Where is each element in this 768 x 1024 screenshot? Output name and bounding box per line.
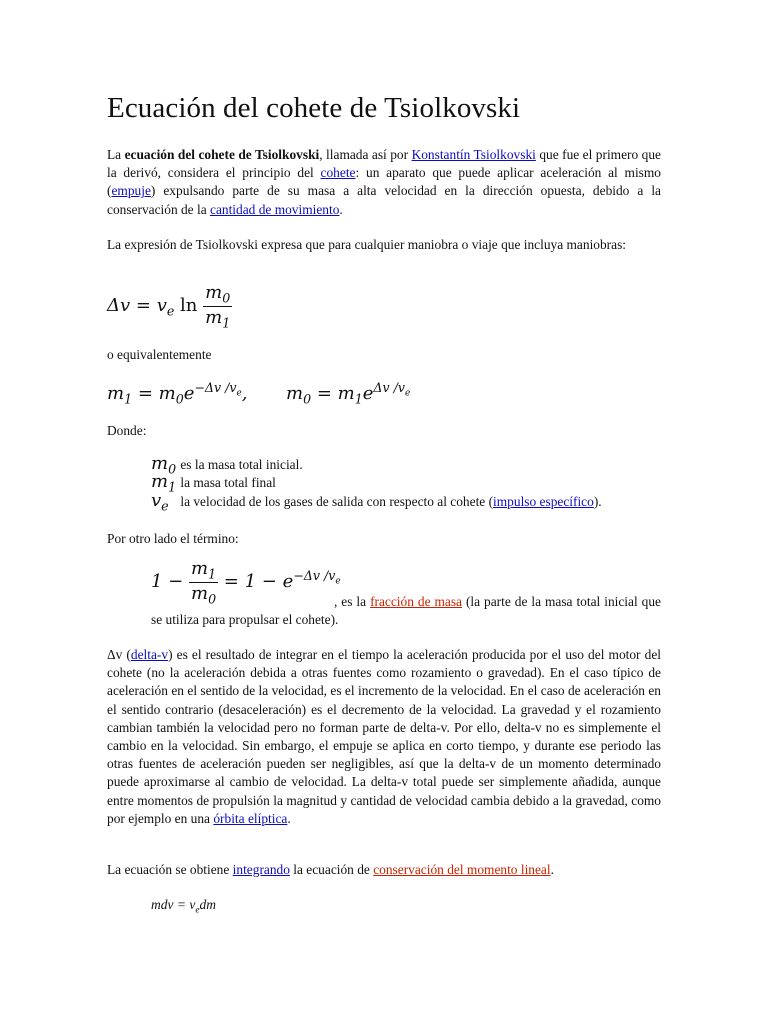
eq-text: m — [190, 558, 209, 579]
otro-lado-label: Por otro lado el término: — [107, 531, 239, 546]
eq-exponent — [194, 380, 242, 399]
eq-text: 1 − — [151, 571, 189, 593]
text: ) es el resultado de integrar en el tiempo la aceleración producida por el uso del motor del cohete (no la aceleración debida a otras fuentes como rozamiento o gravedad). En el caso típico de aceleración en el sentido de la velocidad, es el incremento de la velocidad. En el caso de aceleración en el sentido contrario (desaceleración) es el decremento de la velocidad. La gravedad y el rozamiento cambian también la velocidad pero no forman parte de delta-v. Por ello, delta-v no es simplemente el cambio en la velocidad. Sin embargo, el empuje se aplica en corto tiempo, y durante ese periodo las otras fuentes de aceleración pueden ser negligibles, así que la delta-v de un momento determinado puede aproximarse al cambio de velocidad. La delta-v total puede ser simplemente añadida, aunque entre momentos de propulsión la magnitud y cantidad de velocidad cambia debido a la gravedad, como por ejemplo en una — [107, 647, 661, 826]
text: (la parte de la masa total inicial que se utiliza para propulsar el cohete). — [151, 594, 661, 628]
eq-numerator — [189, 558, 218, 582]
eq-text: m — [205, 282, 223, 303]
text: . — [339, 201, 343, 217]
eq-text: −Δv /v — [194, 380, 237, 395]
text: la ecuación de — [289, 862, 374, 877]
expression-paragraph: La expresión de Tsiolkovski expresa que para cualquier maniobra o viaje que incluya maniobras: — [107, 237, 627, 252]
eq-sub: e — [166, 303, 175, 319]
bold-term: ecuación del cohete de Tsiolkovski — [124, 147, 320, 162]
eq-sub: e — [195, 905, 200, 916]
eq-text: m — [205, 306, 223, 328]
eq-text: m — [286, 383, 304, 404]
eq-exponent — [373, 380, 411, 399]
equation-m1 — [107, 380, 247, 407]
text: , es la — [334, 594, 371, 609]
eq-sub: 0 — [303, 391, 312, 407]
def-text: ). — [593, 494, 602, 509]
page-title: Ecuación del cohete de Tsiolkovski — [107, 92, 521, 124]
text: : un aparato que puede aplicar aceleración al mismo ( — [107, 165, 661, 199]
derivation-paragraph — [107, 861, 661, 879]
eq-text: m — [151, 471, 169, 492]
eq-denominator — [203, 306, 232, 331]
eq-sub: 0 — [175, 391, 184, 407]
eq-text: −Δv /v — [293, 568, 336, 584]
eq-ln: ln — [174, 295, 204, 317]
eq-sub: 0 — [208, 591, 217, 607]
eq-text: mdv = v — [151, 897, 196, 912]
eq-sub: 1 — [208, 566, 217, 582]
eq-sub: e — [236, 388, 242, 399]
link-orbita-eliptica[interactable]: órbita elíptica — [213, 810, 288, 826]
eq-sub: 1 — [168, 479, 177, 495]
eq-text: e — [362, 383, 374, 404]
eq-fraction — [203, 282, 232, 330]
equation-m0 — [286, 380, 410, 407]
eq-sub: e — [404, 388, 411, 399]
text: , llamada así por — [319, 147, 412, 162]
mass-fraction-paragraph — [151, 593, 661, 629]
eq-sub: 1 — [124, 391, 133, 407]
link-cantidad-de-movimiento[interactable]: cantidad de movimiento — [210, 201, 340, 217]
eq-sub: e — [335, 576, 341, 587]
eq-text: Δv = v — [107, 295, 167, 317]
eq-sub: 1 — [354, 391, 363, 407]
eq-numerator — [203, 282, 232, 306]
eq-text: , — [241, 383, 248, 404]
eq-sub: e — [161, 498, 169, 514]
eq-text: m — [151, 453, 169, 474]
link-empuje[interactable]: empuje — [111, 183, 151, 199]
eq-text: v — [151, 490, 162, 511]
eq-sub: 0 — [222, 290, 231, 306]
def-text: es la masa total inicial. — [177, 457, 303, 472]
eq-text: e — [183, 383, 195, 404]
equivalent-label: o equivalentemente — [107, 347, 212, 362]
equation-momentum — [151, 897, 216, 916]
link-konstantin-tsiolkovski[interactable]: Konstantín Tsiolkovski — [411, 147, 536, 162]
eq-text: Δv /v — [373, 380, 405, 395]
text: ) expulsando parte de su masa a alta velocidad en la dirección opuesta, debido a la conservación de la — [107, 183, 661, 217]
link-fraccion-de-masa[interactable]: fracción de masa — [370, 594, 462, 609]
text: . — [287, 810, 291, 826]
link-cohete[interactable]: cohete — [320, 165, 356, 181]
equation-delta-v — [107, 282, 232, 330]
link-integrando[interactable]: integrando — [232, 862, 290, 877]
text: Δv ( — [107, 647, 131, 662]
text: . — [550, 862, 554, 877]
text: que fue el primero que la derivó, considera el principio del — [107, 147, 661, 181]
eq-sub: 0 — [168, 461, 177, 477]
eq-text: = m — [311, 383, 355, 404]
definition-ve — [151, 492, 661, 516]
link-conservacion-momento-lineal[interactable]: conservación del momento lineal — [373, 862, 551, 877]
link-impulso-especifico[interactable]: impulso específico — [493, 494, 594, 509]
def-text: la masa total final — [177, 475, 276, 490]
def-text: la velocidad de los gases de salida con respecto al cohete ( — [177, 494, 494, 509]
link-delta-v[interactable]: delta-v — [130, 647, 169, 662]
donde-label: Donde: — [107, 423, 147, 438]
intro-paragraph — [107, 146, 661, 219]
eq-exponent — [293, 568, 341, 587]
eq-text: dm — [199, 897, 217, 912]
eq-text: m — [107, 383, 125, 404]
delta-v-paragraph — [107, 646, 661, 828]
text: La ecuación se obtiene — [107, 862, 233, 877]
eq-sub: 1 — [222, 315, 231, 331]
eq-text: m — [190, 582, 209, 604]
eq-text: = 1 − e — [218, 571, 294, 593]
def-symbol — [151, 492, 177, 516]
text: La — [107, 147, 125, 162]
eq-text: = m — [132, 383, 176, 404]
